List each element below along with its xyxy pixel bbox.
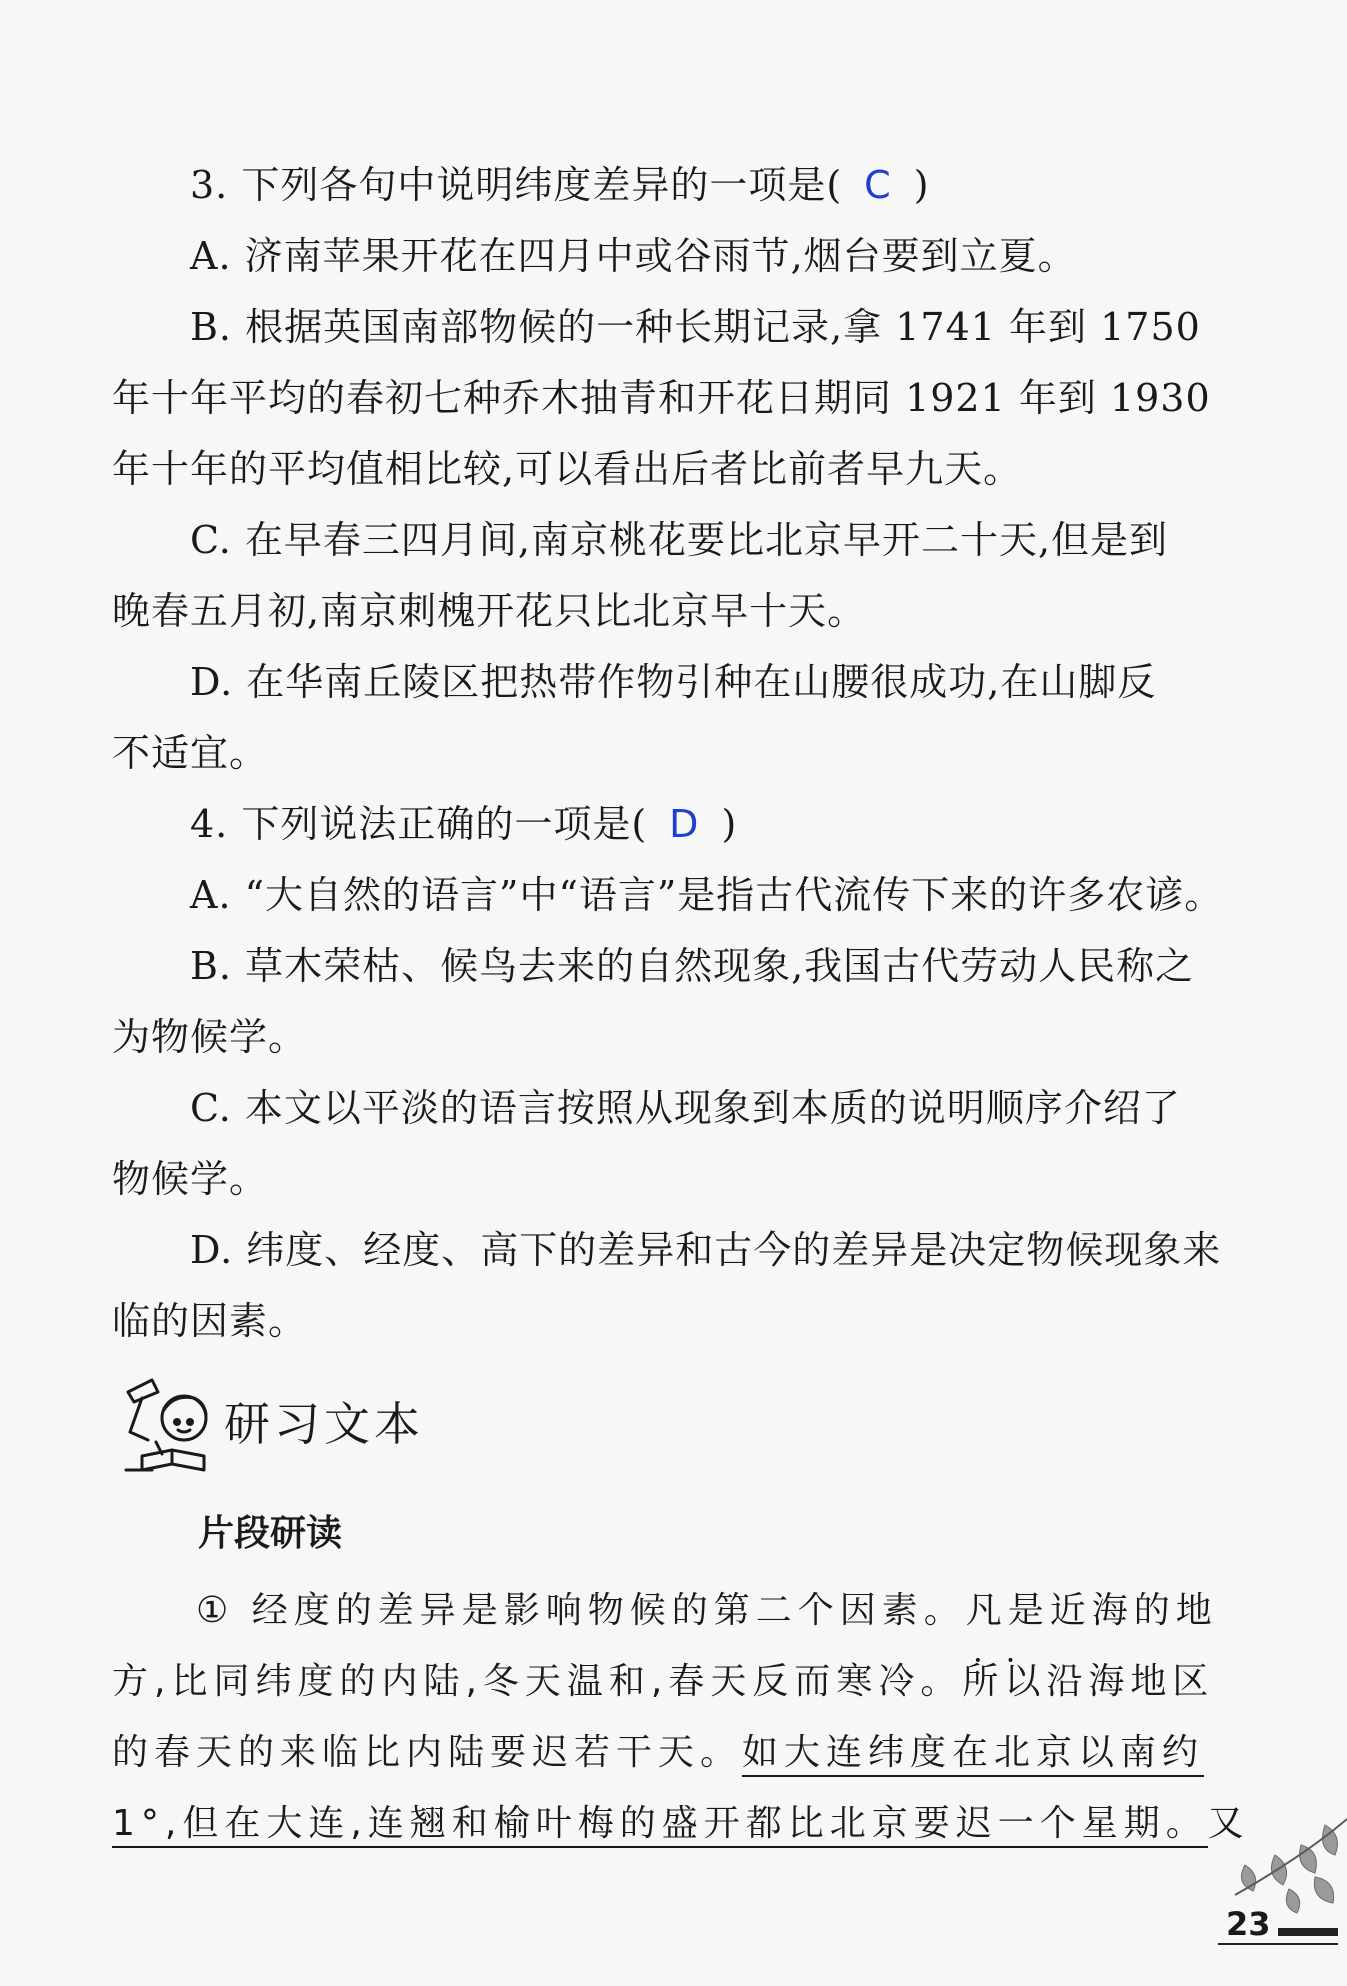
reading-child-icon xyxy=(112,1370,222,1480)
question-3-option-d: D. 在华南丘陵区把热带作物引种在山腰很成功,在山脚反 xyxy=(190,660,1157,704)
passage-line: ① 经度的差异是影响物候的第二个因素。凡是 • •近海的地 xyxy=(112,1575,1230,1646)
page-number-bar xyxy=(1278,1928,1338,1936)
reading-passage xyxy=(112,1575,1250,1859)
underlined-text: 1°,但在大连,连翘和榆叶梅的盛开都比北京要迟一个星期。 xyxy=(112,1803,1208,1848)
question-3-option-b-cont: 年十年平均的春初七种乔木抽青和开花日期同 1921 年到 1930 xyxy=(112,376,1211,420)
page-number: 23 xyxy=(1226,1905,1271,1943)
question-3-option-b-cont: 年十年的平均值相比较,可以看出后者比前者早九天。 xyxy=(112,447,1023,491)
question-3-option-c-cont: 晚春五月初,南京刺槐开花只比北京早十天。 xyxy=(112,589,867,633)
subsection-title: 片段研读 xyxy=(198,1513,343,1554)
question-4-option-a: A. “大自然的语言”中“语言”是指古代流传下来的许多农谚。 xyxy=(190,873,1224,917)
question-4-option-b: B. 草木荣枯、候鸟去来的自然现象,我国古代劳动人民称之 xyxy=(190,944,1195,988)
question-4-option-c-cont: 物候学。 xyxy=(112,1157,269,1201)
underlined-text: 如大连纬度在北京以南约 xyxy=(742,1732,1204,1777)
questions-block xyxy=(112,150,1230,1357)
question-4-option-c: C. 本文以平淡的语言按照从现象到本质的说明顺序介绍了 xyxy=(190,1086,1181,1130)
question-3-option-b: B. 根据英国南部物候的一种长期记录,拿 1741 年到 1750 xyxy=(190,305,1201,349)
section-header xyxy=(112,1370,612,1480)
question-3-option-d-cont: 不适宜。 xyxy=(112,731,269,775)
section-title: 研习文本 xyxy=(224,1397,424,1451)
page-number-rule xyxy=(1218,1943,1338,1945)
question-3-answer: C xyxy=(864,163,892,207)
passage-line: 的春天的来临比内陆要迟若干天。如大连纬度在北京以南约 xyxy=(112,1717,1230,1788)
question-4-option-d: D. 纬度、经度、高下的差异和古今的差异是决定物候现象来 xyxy=(190,1228,1222,1272)
question-4-option-b-cont: 为物候学。 xyxy=(112,1015,308,1059)
passage-line: 方,比同纬度的内陆,冬天温和,春天反而寒冷。所以沿海地区 xyxy=(112,1661,1215,1702)
question-4-stem: 4. 下列说法正确的一项是( D ) xyxy=(190,802,738,846)
question-3-option-c: C. 在早春三四月间,南京桃花要比北京早开二十天,但是到 xyxy=(190,518,1169,562)
question-4-option-d-cont: 临的因素。 xyxy=(112,1299,308,1343)
question-3-option-a: A. 济南苹果开花在四月中或谷雨节,烟台要到立夏。 xyxy=(190,234,1077,278)
emphasis-dots: 凡是 • • xyxy=(966,1590,1050,1631)
passage-line: 1°,但在大连,连翘和榆叶梅的盛开都比北京要迟一个星期。又 xyxy=(112,1788,1230,1859)
question-4-answer: D xyxy=(669,802,700,846)
question-3-stem: 3. 下列各句中说明纬度差异的一项是( C ) xyxy=(190,163,930,207)
